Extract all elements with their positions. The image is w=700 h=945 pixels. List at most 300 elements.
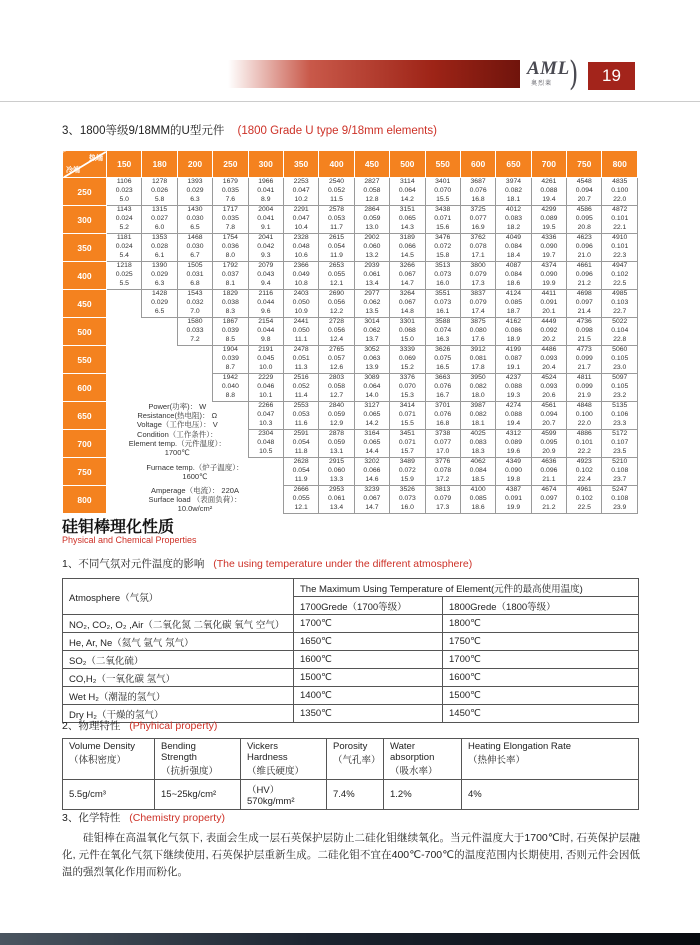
cell-value: 14.6 [365, 475, 379, 483]
cell-value: 15.2 [400, 363, 414, 371]
cell-value: 0.064 [398, 187, 416, 195]
power-resistance-voltage-cell [354, 262, 389, 290]
cell-value: 0.055 [292, 495, 310, 503]
cell-value: 0.024 [115, 215, 133, 223]
cell-value: 12.1 [294, 503, 308, 511]
cell-value: 2690 [328, 290, 345, 298]
cell-value: 8.1 [225, 279, 236, 287]
cold-end-temp-label: 250 [63, 178, 107, 206]
cell-value: 3663 [435, 374, 451, 382]
physical-value: （HV）570kg/mm² [241, 780, 327, 810]
cell-value: 2803 [328, 374, 345, 382]
cell-value: 0.073 [398, 495, 416, 503]
power-resistance-voltage-cell [283, 290, 318, 318]
cell-value: 0.087 [504, 355, 522, 363]
cold-end-temp-label: 500 [63, 318, 107, 346]
cell-value: 19.4 [542, 195, 556, 203]
hot-end-temp-header: 750 [567, 151, 602, 178]
cell-value: 0.026 [151, 187, 169, 195]
cell-value: 11.7 [330, 223, 343, 231]
power-resistance-voltage-cell [177, 290, 212, 318]
physical-header-en: Vickers Hardness [247, 741, 288, 763]
power-resistance-voltage-cell [390, 402, 425, 430]
cell-value: 7.2 [190, 335, 200, 343]
cell-value: 0.040 [221, 383, 239, 391]
cell-value: 0.038 [221, 299, 239, 307]
cell-value: 3202 [364, 458, 380, 466]
power-resistance-voltage-cell [602, 458, 638, 486]
cell-value: 1505 [187, 262, 203, 270]
power-resistance-voltage-cell [602, 346, 638, 374]
cell-value: 18.7 [506, 307, 521, 315]
power-resistance-voltage-cell [567, 458, 602, 486]
power-resistance-voltage-cell [319, 262, 354, 290]
cell-value: 12.1 [329, 279, 344, 287]
cell-value: 0.060 [328, 467, 346, 475]
power-resistance-voltage-cell [425, 346, 460, 374]
cell-value: 0.061 [363, 271, 381, 279]
power-resistance-voltage-cell [602, 206, 638, 234]
power-resistance-voltage-cell [319, 318, 354, 346]
power-resistance-voltage-cell [354, 374, 389, 402]
power-resistance-voltage-cell [460, 402, 495, 430]
cell-value: 0.035 [221, 187, 239, 195]
cell-value: 14.2 [400, 195, 414, 203]
atmosphere-header-row-1 [63, 579, 639, 597]
cold-end-temp-label: 300 [63, 206, 107, 234]
element-table-row [63, 374, 638, 402]
cell-value: 3451 [399, 430, 415, 438]
power-resistance-voltage-cell [531, 206, 566, 234]
cell-value: 3551 [435, 290, 451, 298]
cell-value: 0.077 [469, 215, 487, 223]
cell-value: 2041 [258, 234, 274, 242]
power-resistance-voltage-cell [567, 430, 602, 458]
power-resistance-voltage-cell [213, 234, 248, 262]
cell-value: 3476 [435, 234, 451, 242]
power-resistance-voltage-cell [460, 234, 495, 262]
physical-header-row [63, 739, 639, 780]
cell-value: 15.6 [436, 223, 450, 231]
cell-value: 15.5 [436, 195, 450, 203]
cold-end-temp-label: 600 [63, 374, 107, 402]
cell-value: 0.030 [186, 215, 204, 223]
power-resistance-voltage-cell [248, 318, 283, 346]
cell-value: 0.059 [363, 215, 381, 223]
cell-value: 12.8 [365, 195, 379, 203]
cell-value: 0.085 [504, 299, 522, 307]
cell-value: 3164 [364, 430, 380, 438]
cell-value: 1829 [222, 290, 238, 298]
cell-value: 3114 [400, 178, 415, 186]
element-power-table-grid [62, 150, 638, 514]
power-resistance-voltage-cell [425, 318, 460, 346]
cell-value: 20.6 [542, 391, 556, 399]
power-resistance-voltage-cell [567, 374, 602, 402]
cell-value: 13.7 [365, 335, 379, 343]
power-resistance-voltage-cell [531, 486, 566, 514]
cell-value: 8.3 [225, 307, 236, 315]
cell-value: 20.1 [542, 307, 556, 315]
atmosphere-name: SO₂（二氧化硫） [63, 651, 294, 669]
cell-value: 11.8 [294, 447, 308, 455]
power-resistance-voltage-cell [567, 402, 602, 430]
cell-value: 11.3 [294, 363, 308, 371]
cell-value: 1393 [187, 178, 203, 186]
cell-value: 0.105 [611, 383, 629, 391]
hot-end-temp-header: 450 [354, 151, 389, 178]
element-table-row [63, 318, 638, 346]
cell-value: 12.9 [329, 419, 344, 427]
cell-value: 0.048 [292, 243, 310, 251]
cell-value: 3912 [470, 346, 486, 354]
cell-value: 4100 [470, 486, 486, 494]
cell-value: 1390 [152, 262, 168, 270]
power-resistance-voltage-cell [248, 262, 283, 290]
cell-value: 0.047 [257, 411, 275, 419]
max-temp-value: 1650℃ [294, 633, 443, 651]
cell-value: 0.056 [328, 299, 346, 307]
cell-value: 1353 [152, 234, 168, 242]
power-resistance-voltage-cell [531, 458, 566, 486]
cell-value: 4599 [541, 430, 557, 438]
cell-value: 0.059 [328, 439, 346, 447]
logo-subtext: 奥烈莱 [531, 81, 553, 87]
cell-value: 5135 [612, 402, 628, 410]
max-temp-value: 1800℃ [443, 615, 639, 633]
power-resistance-voltage-cell [425, 234, 460, 262]
section-title-cn: 硅钼棒理化性质 [62, 519, 175, 536]
cell-value: 0.079 [434, 495, 452, 503]
cell-value: 0.095 [575, 215, 593, 223]
cell-value: 8.7 [225, 363, 236, 371]
cell-value: 1717 [222, 206, 238, 214]
cell-value: 14.2 [365, 419, 379, 427]
power-resistance-voltage-cell [567, 262, 602, 290]
power-resistance-voltage-cell [283, 374, 318, 402]
cell-value: 0.081 [469, 355, 487, 363]
cell-value: 8.9 [261, 195, 271, 203]
power-resistance-voltage-cell [425, 178, 460, 206]
cold-end-temp-label: 400 [63, 262, 107, 290]
cell-value: 0.050 [292, 327, 310, 335]
cell-value: 14.4 [365, 447, 379, 455]
cell-value: 11.6 [294, 419, 308, 427]
cell-value: 13.4 [329, 503, 344, 511]
cell-value: 0.082 [504, 187, 522, 195]
cell-value: 2578 [328, 206, 345, 214]
cell-value: 2878 [328, 430, 345, 438]
physical-header-en: Volume Density [69, 741, 136, 752]
power-resistance-voltage-cell [567, 290, 602, 318]
power-resistance-voltage-cell [496, 458, 531, 486]
element-table-row [63, 234, 638, 262]
power-resistance-voltage-cell [390, 458, 425, 486]
cell-value: 4486 [541, 346, 557, 354]
cell-value: 0.056 [328, 327, 346, 335]
physical-col-header [63, 739, 155, 780]
cell-value: 0.062 [363, 299, 381, 307]
cell-value: 3414 [399, 402, 415, 410]
power-resistance-voltage-cell [460, 206, 495, 234]
power-resistance-voltage-cell [354, 458, 389, 486]
physical-header-cn: （气孔率） [333, 755, 381, 766]
hot-end-temp-header: 350 [283, 151, 318, 178]
power-resistance-voltage-cell [602, 178, 638, 206]
cell-value: 0.029 [151, 271, 169, 279]
cell-value: 4886 [576, 430, 592, 438]
cell-value: 0.096 [575, 243, 593, 251]
cell-value: 0.073 [434, 299, 452, 307]
power-resistance-voltage-cell [319, 458, 354, 486]
cell-value: 2540 [328, 178, 345, 186]
atmosphere-name: NO₂, CO₂, O₂ ,Air（二氧化氮 二氧化碳 氧气 空气） [63, 615, 294, 633]
power-resistance-voltage-cell [496, 262, 531, 290]
cell-value: 2653 [328, 262, 345, 270]
cell-value: 21.9 [577, 391, 591, 399]
condition-label-line: 1600℃ [182, 471, 208, 481]
cell-value: 2666 [293, 486, 309, 494]
cell-value: 15.7 [400, 447, 414, 455]
cell-value: 0.053 [328, 215, 346, 223]
cell-value: 6.8 [190, 279, 200, 287]
cell-value: 0.090 [540, 243, 558, 251]
cell-value: 4910 [612, 234, 628, 242]
cell-value: 0.094 [575, 187, 593, 195]
cell-value: 4985 [612, 290, 628, 298]
cell-value: 0.052 [328, 187, 346, 195]
cell-value: 20.7 [542, 419, 556, 427]
cell-value: 4274 [505, 402, 522, 410]
cell-value: 3762 [470, 234, 486, 242]
cell-value: 0.090 [504, 467, 522, 475]
cell-value: 3526 [399, 486, 415, 494]
max-temp-header: The Maximum Using Temperature of Element(元件的最高使用温度) [294, 579, 639, 597]
cell-value: 19.5 [542, 223, 556, 231]
power-resistance-voltage-cell [354, 234, 389, 262]
cell-value: 2728 [328, 318, 345, 326]
cell-value: 3089 [364, 374, 380, 382]
cell-value: 8.0 [225, 251, 236, 259]
physical-value: 1.2% [384, 780, 462, 810]
cell-value: 0.083 [469, 439, 487, 447]
element-table-row [63, 262, 638, 290]
condition-label-cell [107, 486, 284, 514]
power-resistance-voltage-cell [496, 206, 531, 234]
power-resistance-voltage-cell [460, 486, 495, 514]
cell-value: 13.9 [365, 363, 379, 371]
cell-value: 16.8 [471, 195, 485, 203]
power-resistance-voltage-cell [531, 346, 566, 374]
cell-value: 2591 [293, 430, 309, 438]
cell-value: 4374 [541, 262, 557, 270]
power-resistance-voltage-cell [142, 234, 177, 262]
cell-value: 7.8 [225, 223, 236, 231]
cell-value: 2864 [364, 206, 380, 214]
hot-end-temp-header: 200 [177, 151, 212, 178]
cell-value: 17.1 [471, 251, 485, 259]
cell-value: 2004 [258, 206, 274, 214]
power-resistance-voltage-cell [602, 430, 638, 458]
cell-value: 0.101 [611, 215, 629, 223]
cell-value: 16.9 [471, 223, 485, 231]
power-resistance-voltage-cell [107, 178, 142, 206]
cell-value: 0.024 [115, 243, 133, 251]
cell-value: 22.2 [577, 447, 591, 455]
cell-value: 2478 [293, 346, 309, 354]
blank-cell [107, 290, 142, 318]
table-title-en: (1800 Grade U type 9/18mm elements) [237, 125, 437, 137]
cell-value: 0.050 [292, 299, 310, 307]
cell-value: 3687 [470, 178, 486, 186]
cell-value: 0.025 [115, 271, 133, 279]
physical-col-header [462, 739, 639, 780]
power-resistance-voltage-cell [283, 402, 318, 430]
cell-value: 3189 [399, 234, 415, 242]
cell-value: 0.102 [611, 271, 629, 279]
cell-value: 0.102 [575, 467, 593, 475]
cell-value: 1430 [187, 206, 203, 214]
cell-value: 7.0 [190, 307, 200, 315]
cold-end-temp-label: 350 [63, 234, 107, 262]
cell-value: 9.1 [261, 223, 271, 231]
cell-value: 0.097 [575, 299, 593, 307]
cell-value: 4025 [470, 430, 486, 438]
cell-value: 4548 [576, 178, 592, 186]
cell-value: 0.045 [257, 355, 275, 363]
condition-label-cell [107, 430, 249, 458]
hot-end-temp-header: 700 [531, 151, 566, 178]
physical-header-en: Porosity [333, 741, 368, 752]
power-resistance-voltage-cell [319, 290, 354, 318]
cell-value: 0.044 [257, 327, 275, 335]
cold-end-temp-label: 700 [63, 430, 107, 458]
power-resistance-voltage-cell [390, 290, 425, 318]
cell-value: 13.4 [365, 279, 379, 287]
cell-value: 4736 [576, 318, 592, 326]
cell-value: 4872 [612, 206, 628, 214]
cell-value: 0.036 [221, 243, 239, 251]
cell-value: 2328 [293, 234, 309, 242]
power-resistance-voltage-cell [390, 318, 425, 346]
cell-value: 0.041 [257, 215, 275, 223]
cell-value: 2765 [328, 346, 345, 354]
cell-value: 0.059 [328, 411, 346, 419]
physical-col-header [327, 739, 384, 780]
cell-value: 23.9 [613, 503, 627, 511]
cell-value: 0.108 [611, 495, 629, 503]
cell-value: 3776 [435, 458, 451, 466]
cell-value: 2516 [293, 374, 309, 382]
hot-end-temp-header: 400 [319, 151, 354, 178]
cell-value: 4586 [576, 206, 592, 214]
power-resistance-voltage-cell [496, 318, 531, 346]
cell-value: 17.6 [471, 335, 485, 343]
cell-value: 20.4 [542, 363, 556, 371]
cell-value: 0.092 [540, 327, 558, 335]
cell-value: 0.051 [292, 355, 310, 363]
cold-end-temp-label: 550 [63, 346, 107, 374]
cell-value: 4449 [541, 318, 557, 326]
power-resistance-voltage-cell [531, 178, 566, 206]
cell-value: 5.0 [119, 195, 129, 203]
cell-value: 20.9 [542, 447, 556, 455]
physical-heading-en: (Phyhical property) [129, 720, 218, 732]
cell-value: 4237 [505, 374, 522, 382]
cell-value: 12.6 [329, 363, 344, 371]
cell-value: 17.8 [471, 363, 485, 371]
cell-value: 13.2 [365, 251, 379, 259]
cell-value: 22.4 [577, 475, 591, 483]
physical-col-header [384, 739, 462, 780]
hot-end-temp-header: 800 [602, 151, 638, 178]
page-number-badge: 19 [588, 62, 635, 90]
power-resistance-voltage-cell [248, 430, 283, 458]
cell-value: 0.054 [292, 439, 310, 447]
blank-cell [107, 318, 178, 346]
cell-value: 0.029 [186, 187, 204, 195]
cell-value: 17.0 [436, 447, 450, 455]
cell-value: 0.093 [540, 383, 558, 391]
cell-value: 0.075 [434, 355, 452, 363]
power-resistance-voltage-cell [319, 234, 354, 262]
cell-value: 0.071 [398, 411, 416, 419]
power-resistance-voltage-cell [425, 206, 460, 234]
power-resistance-voltage-cell [177, 234, 212, 262]
power-resistance-voltage-cell [567, 234, 602, 262]
cell-value: 1942 [222, 374, 238, 382]
condition-label-line: Power(功率)： W [148, 402, 207, 412]
power-resistance-voltage-cell [248, 290, 283, 318]
power-resistance-voltage-cell [213, 178, 248, 206]
atmosphere-name: Wet H₂（潮湿的氢气） [63, 687, 294, 705]
cell-value: 4773 [576, 346, 592, 354]
cell-value: 4062 [470, 458, 486, 466]
power-resistance-voltage-cell [283, 178, 318, 206]
cell-value: 1468 [187, 234, 203, 242]
power-resistance-voltage-cell [425, 374, 460, 402]
cell-value: 0.061 [328, 495, 346, 503]
power-resistance-voltage-cell [319, 374, 354, 402]
cell-value: 0.079 [469, 299, 487, 307]
cell-value: 10.5 [259, 447, 273, 455]
cell-value: 1792 [222, 262, 238, 270]
cell-value: 13.0 [365, 223, 379, 231]
cell-value: 4299 [541, 206, 557, 214]
power-resistance-voltage-cell [496, 290, 531, 318]
cell-value: 6.3 [190, 195, 200, 203]
cell-value: 1181 [116, 234, 132, 242]
cell-value: 18.1 [506, 195, 521, 203]
power-resistance-voltage-cell [425, 486, 460, 514]
cell-value: 0.067 [398, 299, 416, 307]
power-resistance-voltage-cell [531, 318, 566, 346]
cell-value: 0.031 [186, 271, 204, 279]
cell-value: 17.3 [436, 503, 450, 511]
cell-value: 3052 [364, 346, 380, 354]
power-resistance-voltage-cell [460, 290, 495, 318]
cell-value: 0.088 [540, 187, 558, 195]
cell-value: 0.064 [363, 383, 381, 391]
cell-value: 18.5 [471, 475, 485, 483]
cell-value: 12.2 [329, 307, 344, 315]
physical-header-cn: （维氏硬度） [247, 766, 305, 777]
corner-cell [63, 151, 107, 178]
condition-label-cell [107, 402, 249, 430]
hot-end-temp-header: 500 [390, 151, 425, 178]
condition-label-line: Resistance(热电阻)： Ω [137, 411, 218, 421]
cell-value: 0.079 [469, 271, 487, 279]
